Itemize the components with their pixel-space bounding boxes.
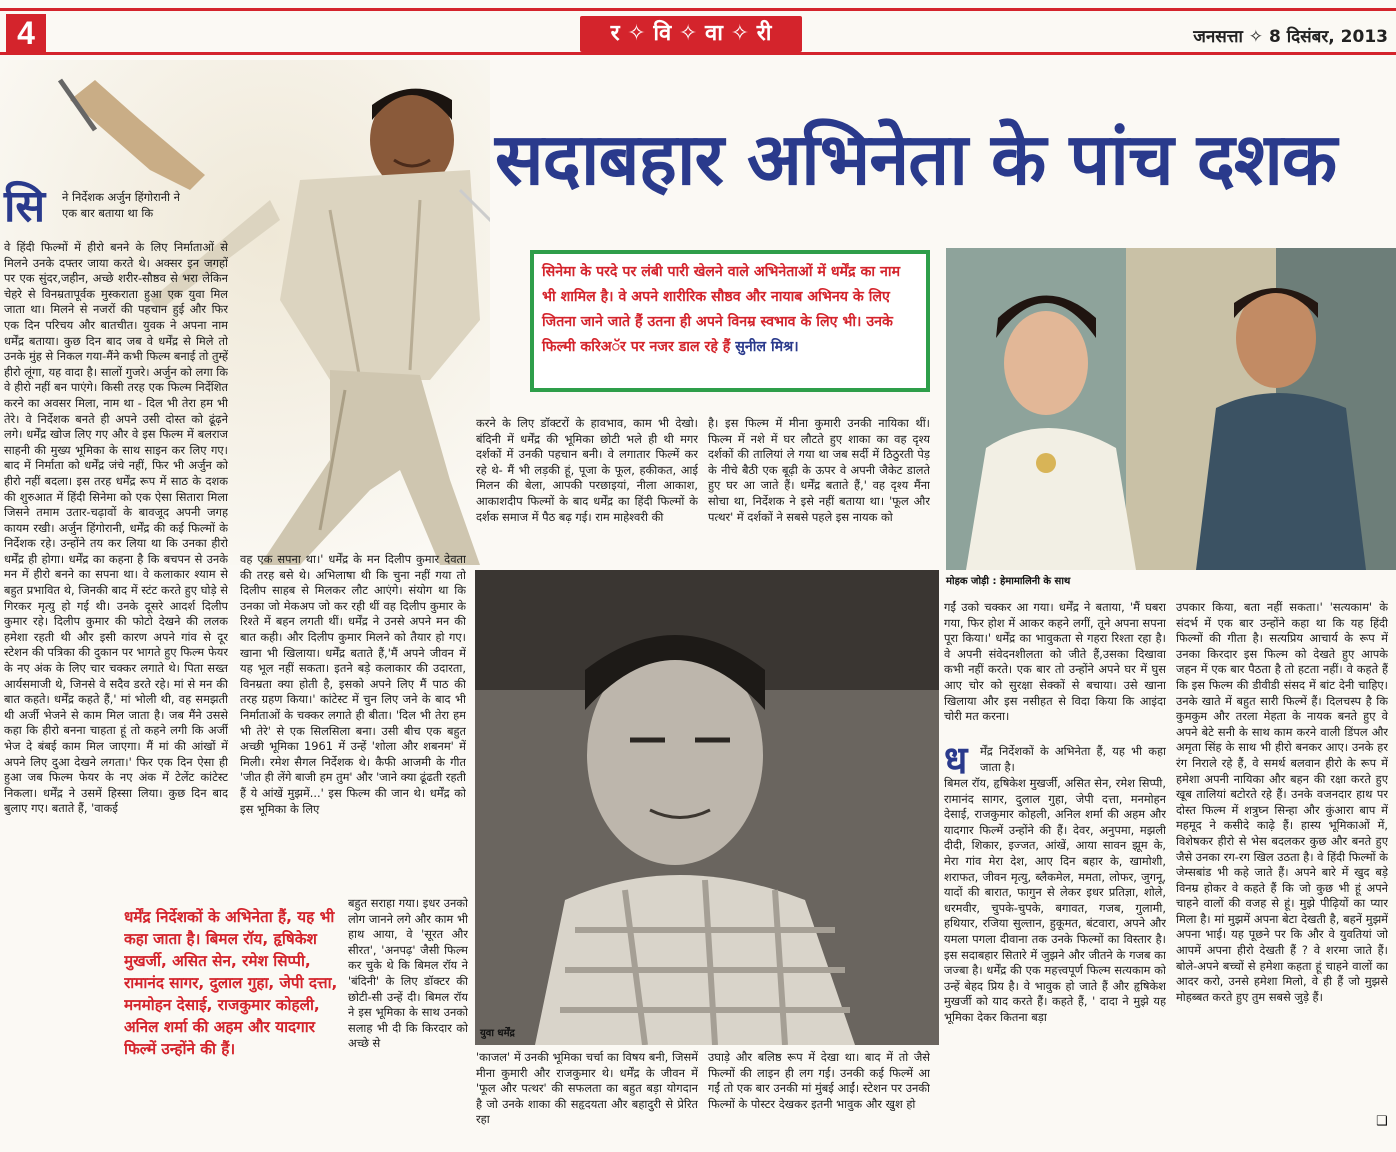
couple-photo	[946, 248, 1396, 570]
col4-body: है। इस फिल्म में मीना कुमारी उनकी नायिका थीं। फिल्म में नशे में घर लौटते हुए शाका का वह दृश्य दर्शकों की तालियां ले गया था जब सर्दी में ठिठुरती पेड़ के नीचे बैठी एक बूढ़ी के ऊपर वे अपनी जैकेट डालते हुए घर आ जाते हैं। धर्मेंद्र बताते हैं,' वह दृश्य मैंना सोचा था, निर्देशक ने इसे नहीं बताया था। 'फूल और पत्थर' में दर्शकों ने सबसे पहले इस नायक को	[708, 416, 930, 524]
couple-caption: मोहक जोड़ी : हेमामालिनी के साथ	[946, 576, 1071, 587]
page-number: 4	[6, 14, 46, 52]
col5b-lead	[980, 744, 1166, 776]
col5-body: गईं उको चक्कर आ गया। धर्मेंद्र ने बताया, 'मैं घबरा गया, फिर होश में आकर कहने लगीं, तूने अपना सपना पूरा किया।' धर्मेंद्र का भावुकता से गहरा रिश्ता रहा है। वे अपनी संवेदनशीलता को जीते हैं,उसका दिखावा कभी नहीं करते। एक बार तो उन्होंने अपने घर में घुस आए चोर को सुरक्षा सेक्कों से बचाया। उसे खाना खिलाया और इस नसीहत से विदा किया कि आइंदा चोरी मत करना।	[944, 600, 1166, 724]
column-3	[476, 416, 698, 566]
col2-body: वह एक सपना था।' धर्मेंद्र के मन दिलीप कुमार देवता की तरह बसे थे। अभिलाषा थी कि चुना नहीं गया तो दिलीप साहब से मिलकर लौट आएंगे। संयोग था कि उनका जो मेकअप जो कर रही थीं वह दिलीप कुमार के रिश्ते में बहन लगती थीं। धर्मेंद्र ने उनसे अपने मन की बात कही। और दिलीप कुमार मिलने को तैयार हो गए। खाना भी खिलाया। धर्मेंद्र बताते हैं,'मैं अपने जीवन में यह भूल नहीं सकता। इतने बड़े कलाकार की उदारता, विनम्रता क्या होती है, इसको अपने लिए मैं पाठ की तरह ग्रहण किया।' कांटेस्ट में चुन लिए जने के बाद भी निर्माताओं के चक्कर लगाते ही बीता। 'दिल भी तेरा हम भी तेरे' से एक सिलसिला बना। उसी बीच एक बहुत अच्छी भूमिका 1961 में उन्हें 'शोला और शबनम' में मिली। रमेश सैगल निर्देशक थे। कैफी आजमी के गीत 'जीत ही लेंगे बाजी हम तुम' और 'जाने क्या ढूंढती रहती हैं ये आंखें मुझमें...' इस फिल्म की जान थे। धर्मेंद्र को इस भूमिका के लिए	[240, 552, 466, 816]
section-badge: र ✧ वि ✧ वा ✧ री	[580, 16, 802, 52]
dateline: जनसत्ता ✧ 8 दिसंबर, 2013	[1193, 27, 1388, 47]
intro-box	[530, 250, 930, 392]
col1-lead-text: ने निर्देशक अर्जुन हिंगोरानी ने एक बार बताया था कि	[62, 190, 180, 220]
col5b-lead-text: र्मेंद्र निर्देशकों के अभिनेता हैं, यह भी कहा जाता है।	[980, 744, 1166, 774]
dropcap-dha: ध	[944, 738, 968, 782]
intro-text	[542, 260, 918, 360]
col2b-body: बहुत सराहा गया। इधर उनको लोग जानने लगे और काम भी हाथ आया, वे 'सूरत और सीरत', 'अनपढ़' जैसी फिल्म कर चुके थे कि बिमल रॉय ने 'बंदिनी' के लिए डॉक्टर की छोटी-सी उन्हें दी। बिमल रॉय ने इस भूमिका के साथ उनको सलाह भी दी कि किरदार को अच्छे से	[348, 896, 468, 1051]
end-mark: ❑	[1376, 1114, 1388, 1129]
column-5	[944, 600, 1166, 738]
young-caption: युवा धर्मेंद्र	[480, 1028, 515, 1039]
column-4b	[708, 1050, 930, 1130]
author: सुनील मिश्र।	[735, 339, 799, 355]
col3b-body: 'काजल' में उनकी भूमिका चर्चा का विषय बनी, जिसमें मीना कुमारी और राजकुमार थे। धर्मेंद्र के जीवन में 'फूल और पत्थर' की सफलता का बहुत बड़ा योगदान है जो उनके शाका की सहृदयता और बहादुरी से प्रेरित रहा	[476, 1050, 698, 1127]
headline: सदाबहार अभिनेता के पांच दशक	[495, 116, 1337, 201]
bottom-rule	[0, 52, 1396, 55]
col1-lead	[62, 190, 180, 242]
intro-body: सिनेमा के परदे पर लंबी पारी खेलने वाले अभिनेताओं में धर्मेंद्र का नाम भी शामिल है। वे अपने शारीरिक सौष्ठव और नायाब अभिनय के लिए जितना जाने जाते हैं उतना ही अपने विनम्र स्वभाव के लिए भी। उनके फिल्मी करिअॅर पर नजर डाल रहे हैं	[542, 264, 901, 355]
young-portrait-photo	[475, 570, 939, 1045]
pull-quote	[124, 906, 344, 1128]
column-4	[708, 416, 930, 566]
column-2	[240, 552, 466, 882]
col6-body: उपकार किया, बता नहीं सकता।' 'सत्यकाम' के संदर्भ में एक बार उन्होंने कहा था कि यह हिंदी फिल्मों की गीता है। सत्यप्रिय आचार्य के रूप में उनका किरदार इस फिल्म को देखते हुए आपके जहन में एक बार पैठता है तो हटता नहीं। वे कहते हैं कि इस फिल्म की डीवीडी संसद में बांट देनी चाहिए। उनके खाते में बहुत सारी फिल्में हैं। दिलचस्प है कि कुमकुम और तरला मेहता के नायक बनते हुए वे अपने बेटे सनी के साथ काम करने वाली डिंपल और अमृता सिंह के साथ भी हीरो बनकर आए। उनके हर रंग निराले रहे हैं, वे समर्थ बलवान हीरो के रूप में हमेशा अपनी नायिका और बहन की रक्षा करते हुए खूब तालियां बटोरते रहे हैं। उनके वजनदार हाथ पर दोस्त फिल्म में शत्रुघ्न सिन्हा और कुंआरा बाप में महमूद ने कसीदे काढ़े हैं। हास्य भूमिकाओं में, विशेषकर हीरो से भेस बदलकर कुछ और बनते हुए जैसे उनका रग-रग खिल उठता है। वे हिंदी फिल्मों के जेम्सबांड भी कहे जाते हैं। अपने बारे में खुद बड़े विनम्र होकर वे कहते हैं कि जो कुछ भी हूं अपने चाहने वालों की वजह से हूं। मुझे पीढ़ियों का प्यार मिला है। मां मुझमें अपना बेटा देखती है, बहनें मुझमें अपना भाई। यह पूछने पर कि और वे युवतियां जो आपमें अपना हीरो देखती हैं ? वे शरमा जाते हैं। बोले-अपने बच्चों से हमेशा कहता हूं चाहने वालों का आदर करो, उनसे हमेशा मिलो, वे ही हैं जो मुझसे मोहब्बत करते हुए तुम सबसे जुड़े हैं।	[1176, 600, 1388, 1004]
col3-body: करने के लिए डॉक्टरों के हावभाव, काम भी देखो। बंदिनी में धर्मेंद्र की भूमिका छोटी भले ही थी मगर दर्शकों में उनकी पहचान बनी। वे लगातार फिल्में कर रहे थे- मैं भी लड़की हूं, पूजा के फूल, हकीकत, आई मिलन की बेला, आपकी परछाइयां, नीला आकाश, आकाशदीप फिल्मों के बाद धर्मेंद्र का हिंदी फिल्मों के दर्शक समाज में पैठ बढ़ गई। राम माहेश्वरी की	[476, 416, 698, 524]
top-rule	[0, 8, 1396, 11]
column-6	[1176, 600, 1388, 1130]
page-header	[0, 0, 1396, 60]
dropcap-si: सि	[4, 181, 46, 232]
column-2b	[348, 896, 468, 1121]
col4b-body: उघाड़े और बलिष्ठ रूप में देखा था। बाद में तो जैसे फिल्मों की लाइन ही लग गई। उनकी कई फिल्में आ गईं तो एक बार उनकी मां मुंबई आईं। स्टेशन पर उनकी फिल्मों के पोस्टर देखकर इतनी भावुक और खुश हो	[708, 1050, 930, 1111]
pull-quote-text: धर्मेंद्र निर्देशकों के अभिनेता हैं, यह भी कहा जाता है। बिमल रॉय, हृषिकेश मुखर्जी, असित सेन, रमेश सिप्पी, रामानंद सागर, दुलाल गुहा, जेपी दत्ता, मनमोहन देसाई, राजकुमार कोहली, अनिल शर्मा की अहम और यादगार फिल्में उन्होंने की हैं।	[124, 908, 338, 1058]
col5b-body: बिमल रॉय, हृषिकेश मुखर्जी, असित सेन, रमेश सिप्पी, रामानंद सागर, दुलाल गुहा, जेपी दत्ता, मनमोहन देसाई, राजकुमार कोहली, अनिल शर्मा की अहम और यादगार फिल्में उन्होंने की हैं। देवर, अनुपमा, मझली दीदी, शिकार, इज्जत, आंखें, आया सावन झूम के, मेरा गांव मेरा देश, आए दिन बहार के, खामोशी, शराफत, जीवन मृत्यु, ब्लैकमेल, ममता, लोफर, जुगनू, यादों की बारात, फागुन से लेकर इधर प्रतिज्ञा, शोले, धरमवीर, चुपके-चुपके, बगावत, गजब, गुलामी, हथियार, रजिया सुल्तान, हुकूमत, बंटवारा, अपने और यमला पगला दीवाना तक उनके फिल्मों का विस्तार है। इस सदाबहार सितारे में जुझने और जीतने के गजब का जज्बा है। धर्मेंद्र की एक महत्त्वपूर्ण फिल्म सत्यकाम को उन्हें बेहद प्रिय है। वे भावुक हो जाते हैं और हृषिकेश मुखर्जी को याद करते हैं। कहते हैं, ' दादा ने मुझे यह भूमिका देकर कितना बड़ा	[944, 776, 1166, 1024]
col1-body: वे हिंदी फिल्मों में हीरो बनने के लिए निर्माताओं से मिलने उनके दफ्तर जाया करते थे। अक्सर इन जगहों पर एक सुंदर,जहीन, अच्छे शरीर-सौष्ठव से भरा लेकिन चेहरे से विनम्रतापूर्वक मुस्कराता हुआ एक युवा मिल जाता था। मिलने से नजरों की पहचान हुई और फिर एक दिन परिचय और बातचीत। युवक ने अपना नाम धर्मेंद्र बताया। कुछ दिन बाद जब वे धर्मेंद्र से मिले तो उनके मुंह से निकल गया-मैंने कभी फिल्म बनाई तो तुम्हें हीरो लूंगा, यह वादा है। सालों गुजरे। अर्जुन को लगा कि वे हीरो नहीं बन पाएंगे। किसी तरह एक फिल्म निर्देशित करने का अवसर मिला, नाम था - दिल भी तेरा हम भी तेरे। वे निर्देशक बनते ही अपने उसी दोस्त को ढूंढ़ने लगे। धर्मेंद्र खोज लिए गए और वे इस फिल्म में बलराज साहनी की मुख्य भूमिका के साथ साइन कर लिए गए। बाद में निर्माता को धर्मेंद्र जंचे नहीं, फिर भी अर्जुन को हीरो नहीं बदला। इस तरह धर्मेंद्र रूप में साठ के दशक की शुरुआत में हिंदी सिनेमा को एक ऐसा सितारा मिला जिसने तमाम उतार-चढ़ावों के बावजूद अपनी जगह कायम रखी। अर्जुन हिंगोरानी, धर्मेंद्र की कई फिल्मों के निर्देशक रहे। उन्होंने तय कर लिया था कि उनका हीरो धर्मेंद्र ही होगा। धर्मेंद्र का कहना है कि बचपन से उनके मन में हीरो बनने का सपना था। वे कलाकार श्याम से बहुत प्रभावित थे, जिनकी बाद में स्टंट करते हुए घोड़े से गिरकर मृत्यु हो गई थी। उनके दूसरे आदर्श दिलीप कुमार रहे। दिलीप कुमार की फोटो देखने की ललक हमेशा रहती थी और इसी कारण अपने गांव से दूर स्टेशन की पत्रिका की दुकान पर भागते हुए फिल्म फेयर के नए अंक के लिए चार चक्कर लगाते थे। पिता सख्त आर्यसमाजी थे, जिनसे वे सदैव डरते रहे। मां से मन की बात कहते। धर्मेंद्र कहते हैं,' मां भोली थी, वह समझती थी अर्जी भेजने से काम मिल जाता है। जब मैंने उससे कहा कि हीरो बनना चाहता हूं तो कहने लगी कि अर्जी भेज दे बंबई काम मिल जाएगा। मैं मां की आंखों में अपने लिए दुआ देखने लगता।' फिर एक दिन ऐसा ही हुआ जब फिल्म फेयर के नए अंक में टेलेंट कांटेस्ट निकला। धर्मेंद्र ने उसमें हिस्सा लिया। कुछ दिन बाद बुलाए गए। बताते हैं, 'वाकई	[4, 240, 228, 816]
column-5b	[944, 776, 1166, 1132]
column-3b	[476, 1050, 698, 1130]
